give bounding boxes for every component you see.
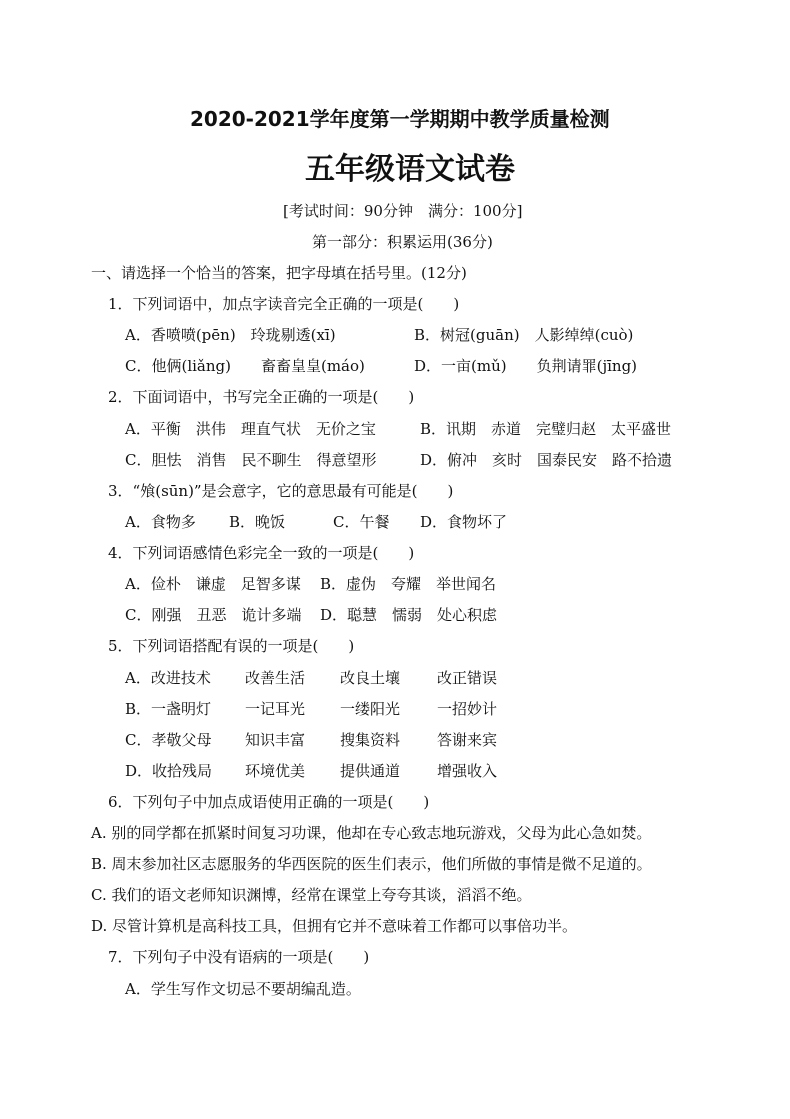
question-5-row-b-item: 一记耳光 (245, 700, 306, 718)
question-5-row-d-item: 环境优美 (245, 762, 306, 780)
question-3-option-a: A．食物多 (125, 513, 196, 531)
question-5-row-c-item: 答谢来宾 (437, 731, 498, 749)
question-5-row-d-item: 提供通道 (340, 762, 401, 780)
question-5-row-c-item: 知识丰富 (245, 731, 306, 749)
question-3-option-c: C．午餐 (333, 513, 390, 531)
exam-info: [考试时间：90分钟 满分：100分] (283, 202, 523, 220)
question-6-option-d: D. 尽管计算机是高科技工具，但拥有它并不意味着工作都可以事倍功半。 (91, 917, 578, 935)
question-6-option-b: B. 周末参加社区志愿服务的华西医院的医生们表示，他们所做的事情是微不足道的。 (91, 855, 652, 873)
question-3-option-b: B．晚饭 (229, 513, 286, 531)
question-1-option-a: A．香喷喷(pēn) 玲珑剔透(xī) (125, 326, 336, 344)
question-5-row-d-item: D．收拾残局 (125, 762, 213, 780)
question-5-row-a-item: A．改进技术 (125, 669, 211, 687)
question-1-option-d: D．一亩(mǔ) 负荆请罪(jīng) (414, 357, 638, 375)
question-1-option-c: C．他俩(liǎng) 畜畜皇皇(máo) (125, 357, 365, 375)
question-2-option-c: C．胆怯 消售 民不聊生 得意望形 (125, 451, 377, 469)
question-5-row-a-item: 改良土壤 (340, 669, 401, 687)
question-5-row-b-item: 一招妙计 (437, 700, 498, 718)
question-2-stem: 2．下面词语中，书写完全正确的一项是( ) (108, 388, 415, 406)
question-7-option-a: A．学生写作文切忌不要胡编乱造。 (125, 980, 361, 998)
question-2-option-b: B．讯期 赤道 完璧归赵 太平盛世 (420, 420, 672, 438)
question-3-stem: 3．“飧(sūn)”是会意字，它的意思最有可能是( ) (108, 482, 454, 500)
question-2-option-a: A．平衡 洪伟 理直气状 无价之宝 (125, 420, 376, 438)
question-4-option-a: A．俭朴 谦虚 足智多谋 (125, 575, 301, 593)
question-5-row-c-item: C．孝敬父母 (125, 731, 212, 749)
question-5-row-a-item: 改善生活 (245, 669, 306, 687)
question-2-option-d: D．俯冲 亥时 国泰民安 路不拾遗 (420, 451, 673, 469)
question-4-option-c: C．刚强 丑恶 诡计多端 (125, 606, 302, 624)
question-1-option-b: B．树冠(guān) 人影绰绰(cuò) (414, 326, 634, 344)
question-7-stem: 7．下列句子中没有语病的一项是( ) (108, 948, 370, 966)
question-3-option-d: D．食物坏了 (420, 513, 508, 531)
question-5-row-b-item: 一缕阳光 (340, 700, 401, 718)
question-6-option-a: A. 别的同学都在抓紧时间复习功课，他却在专心致志地玩游戏，父母为此心急如焚。 (91, 824, 652, 842)
question-5-row-d-item: 增强收入 (437, 762, 498, 780)
section-heading: 一、请选择一个恰当的答案，把字母填在括号里。(12分) (91, 264, 467, 282)
question-5-row-c-item: 搜集资料 (340, 731, 401, 749)
question-5-row-b-item: B．一盏明灯 (125, 700, 212, 718)
question-4-option-d: D．聪慧 懦弱 处心积虑 (320, 606, 498, 624)
question-4-stem: 4．下列词语感情色彩完全一致的一项是( ) (108, 544, 415, 562)
question-6-option-c: C. 我们的语文老师知识渊博，经常在课堂上夸夸其谈，滔滔不绝。 (91, 886, 532, 904)
part-heading: 第一部分：积累运用(36分) (312, 233, 493, 251)
question-5-row-a-item: 改正错误 (437, 669, 498, 687)
question-5-stem: 5．下列词语搭配有误的一项是( ) (108, 637, 355, 655)
exam-title: 2020-2021学年度第一学期期中教学质量检测 (190, 107, 610, 131)
exam-subtitle: 五年级语文试卷 (305, 152, 515, 187)
question-4-option-b: B．虚伪 夸耀 举世闻名 (320, 575, 497, 593)
question-1-stem: 1．下列词语中，加点字读音完全正确的一项是( ) (108, 295, 460, 313)
question-6-stem: 6．下列句子中加点成语使用正确的一项是( ) (108, 793, 430, 811)
